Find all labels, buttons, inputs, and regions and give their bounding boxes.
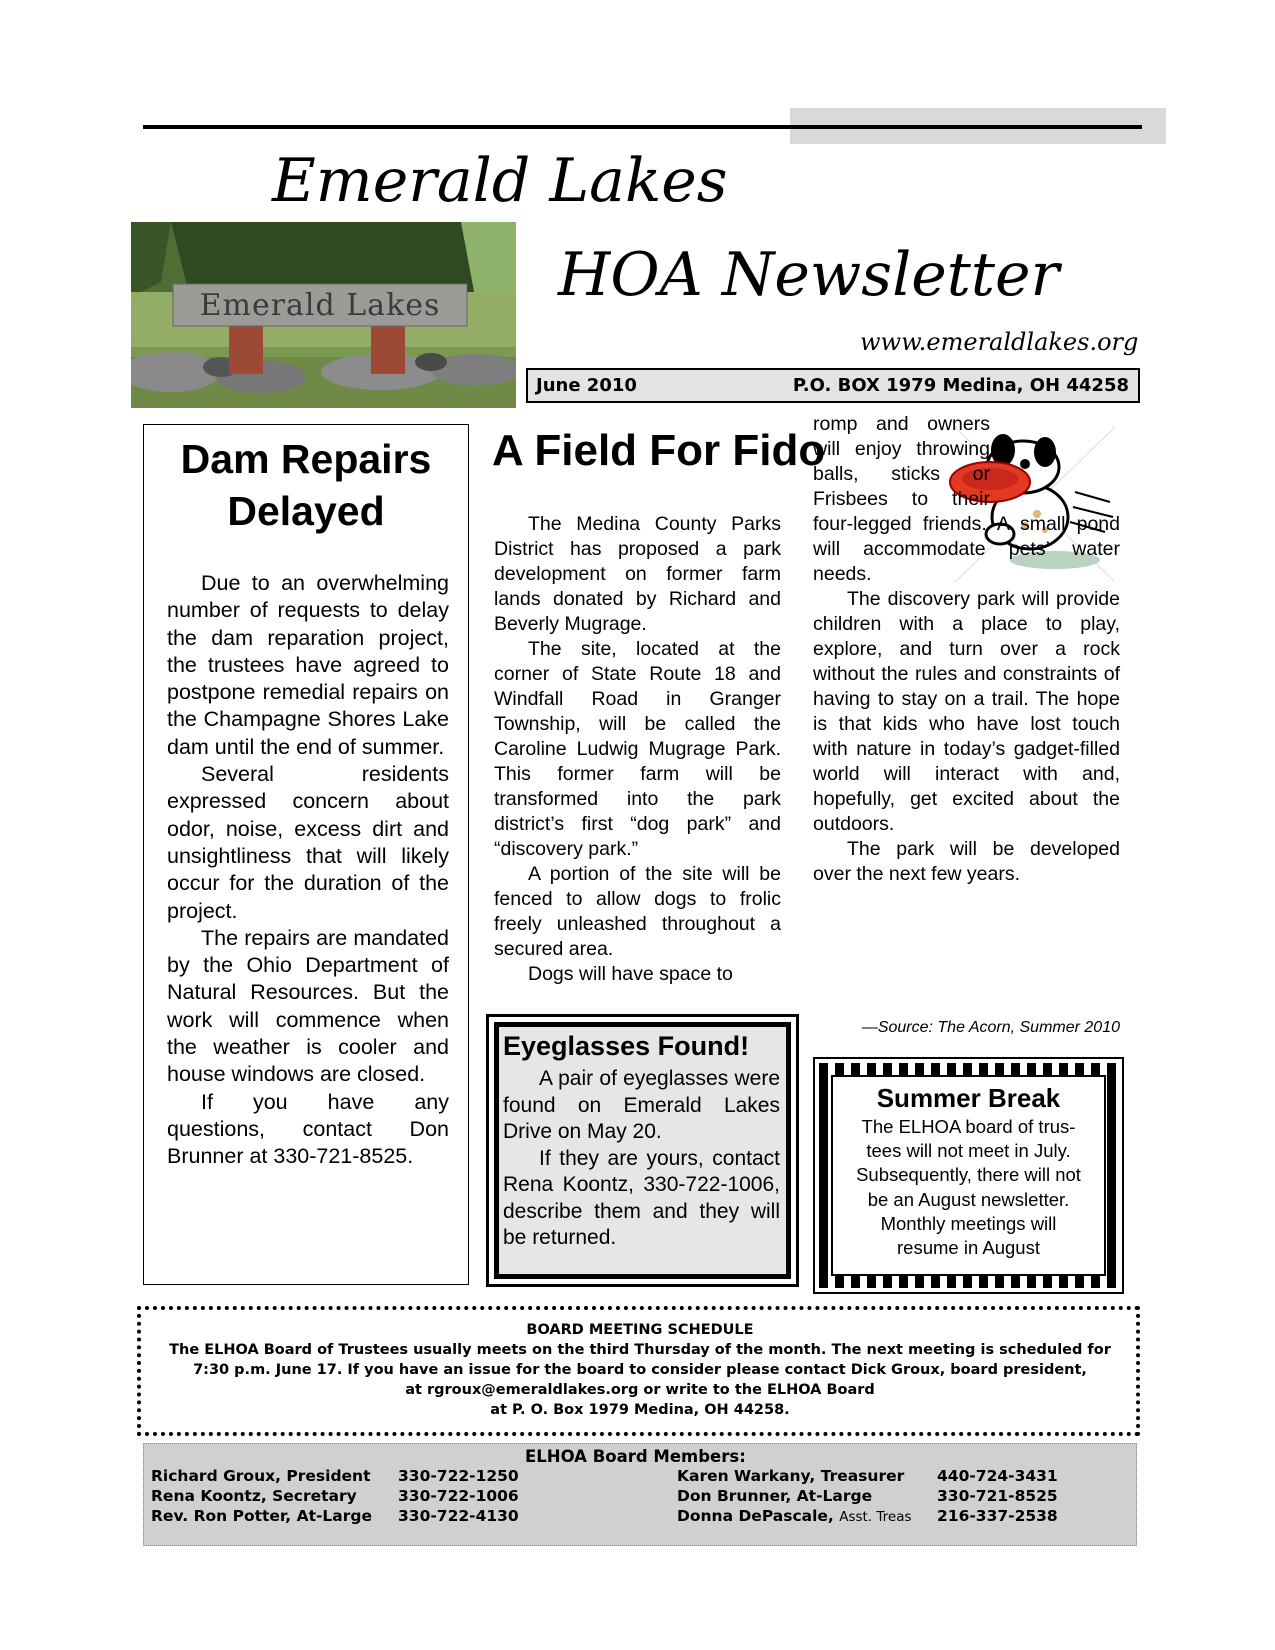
board-meeting-line: at rgroux@emeraldlakes.org or write to the ELHOA Board [405, 1382, 875, 1398]
notice-line: Subsequently, there will not [856, 1164, 1081, 1186]
board-meeting-line: The ELHOA Board of Trustees usually meets on the third Thursday of the month. The next meeting is scheduled for [169, 1342, 1111, 1358]
notice-line: Monthly meetings will [880, 1212, 1057, 1234]
issue-date: June 2010 [536, 375, 637, 396]
board-meeting-heading: BOARD MEETING SCHEDULE [526, 1322, 754, 1338]
article-paragraph: The park will be developed over the next few years. [813, 838, 1120, 885]
dam-repairs-headline: Dam Repairs Delayed [180, 436, 432, 534]
article-paragraph: The repairs are mandated by the Ohio Department of Natural Resources. But the work will commence when the weather is cooler and house windows are closed. [167, 925, 449, 1087]
article-paragraph-text: romp and owners will enjoy throwing balls, sticks or Frisbees to their four-legged friends. A small pond will accommodate pets’ water needs. [813, 413, 1120, 585]
notice-line: resume in August [897, 1237, 1040, 1259]
newsletter-title-line2: HOA Newsletter [558, 240, 1060, 310]
notice-line: be an August newsletter. [867, 1188, 1070, 1210]
summer-break-notice [836, 1115, 1101, 1260]
website-url: www.emeraldlakes.org [860, 328, 1139, 356]
member-name: Rev. Ron Potter, At-Large [151, 1507, 373, 1525]
article-paragraph: Due to an overwhelming number of requests to delay the dam reparation project, the trustees have agreed to postpone remedial repairs on the Champagne Shores Lake dam until the end of summer. [167, 571, 449, 759]
board-meeting-schedule [145, 1320, 1135, 1420]
article-paragraph: If they are yours, contact Rena Koontz, 330-722-1006, describe them and they will be returned. [503, 1146, 780, 1249]
article-paragraph: Dogs will have space to [528, 963, 733, 985]
board-meeting-line: 7:30 p.m. June 17. If you have an issue for the board to consider please contact Dick Groux, board president, [193, 1362, 1087, 1378]
member-name: Richard Groux, President [151, 1467, 371, 1485]
masthead-rule [143, 125, 1142, 129]
article-paragraph: If you have any questions, contact Don Brunner at 330-721-8525. [167, 1089, 449, 1169]
member-name-row [677, 1507, 912, 1525]
svg-text:Emerald Lakes: Emerald Lakes [199, 288, 441, 323]
article-paragraph [813, 412, 1120, 587]
member-role-suffix: Asst. Treas [839, 1509, 912, 1525]
article-paragraph: Several residents expressed concern about odor, noise, excess dirt and unsightliness that will likely occur for the duration of the project. [167, 762, 449, 923]
member-name: Don Brunner, At-Large [677, 1487, 873, 1505]
dateline-bar [526, 368, 1140, 403]
board-meeting-line: at P. O. Box 1979 Medina, OH 44258. [490, 1402, 790, 1418]
mailing-address: P.O. BOX 1979 Medina, OH 44258 [792, 375, 1129, 396]
member-name: Donna DePascale, [677, 1507, 834, 1525]
article-paragraph: The Medina County Parks District has proposed a park development on former farm lands donated by Richard and Beverly Mugrage. [494, 513, 781, 635]
article-paragraph: A portion of the site will be fenced to allow dogs to frolic freely unleashed throughout a secured area. [494, 863, 781, 960]
eyeglasses-article [503, 1066, 780, 1252]
fido-headline: A Field For Fido [492, 426, 826, 475]
article-source-credit: —Source: The Acorn, Summer 2010 [861, 1019, 1120, 1036]
member-phone: 216-337-2538 [937, 1507, 1058, 1525]
notice-line: tees will not meet in July. [866, 1140, 1071, 1162]
eyeglasses-headline: Eyeglasses Found! [503, 1031, 750, 1061]
member-phone: 440-724-3431 [937, 1467, 1058, 1485]
member-phone: 330-721-8525 [937, 1487, 1058, 1505]
member-phone: 330-722-1006 [398, 1487, 519, 1505]
fido-article-column-1 [494, 512, 781, 987]
member-phone: 330-722-4130 [398, 1507, 519, 1525]
member-name: Karen Warkany, Treasurer [677, 1467, 905, 1485]
member-name: Rena Koontz, Secretary [151, 1487, 357, 1505]
article-paragraph: The discovery park will provide children with a place to play, explore, and turn over a rock without the rules and constraints of having to stay on a trail. The hope is that kids who have lost touch with nature in today’s gadget-filled world will interact with and, hopefully, get excited about the outdoors. [813, 588, 1120, 835]
newsletter-title-line1: Emerald Lakes [272, 146, 728, 216]
dam-repairs-article [167, 570, 449, 1171]
member-phone: 330-722-1250 [398, 1467, 519, 1485]
emerald-lakes-sign-photo [131, 222, 516, 408]
clipart-wrap-spacer [990, 412, 1120, 512]
notice-line: The ELHOA board of trus- [861, 1116, 1076, 1137]
fido-article-column-2 [813, 413, 1120, 887]
article-paragraph: A pair of eyeglasses were found on Emerald Lakes Drive on May 20. [503, 1067, 780, 1143]
summer-break-headline: Summer Break [876, 1083, 1061, 1113]
article-paragraph: The site, located at the corner of State Route 18 and Windfall Road in Granger Township, will be called the Caroline Ludwig Mugrage Park. This former farm will be transformed into the park district’s first “dog park” and “discovery park.” [494, 638, 781, 860]
board-members-title: ELHOA Board Members: [525, 1447, 746, 1466]
